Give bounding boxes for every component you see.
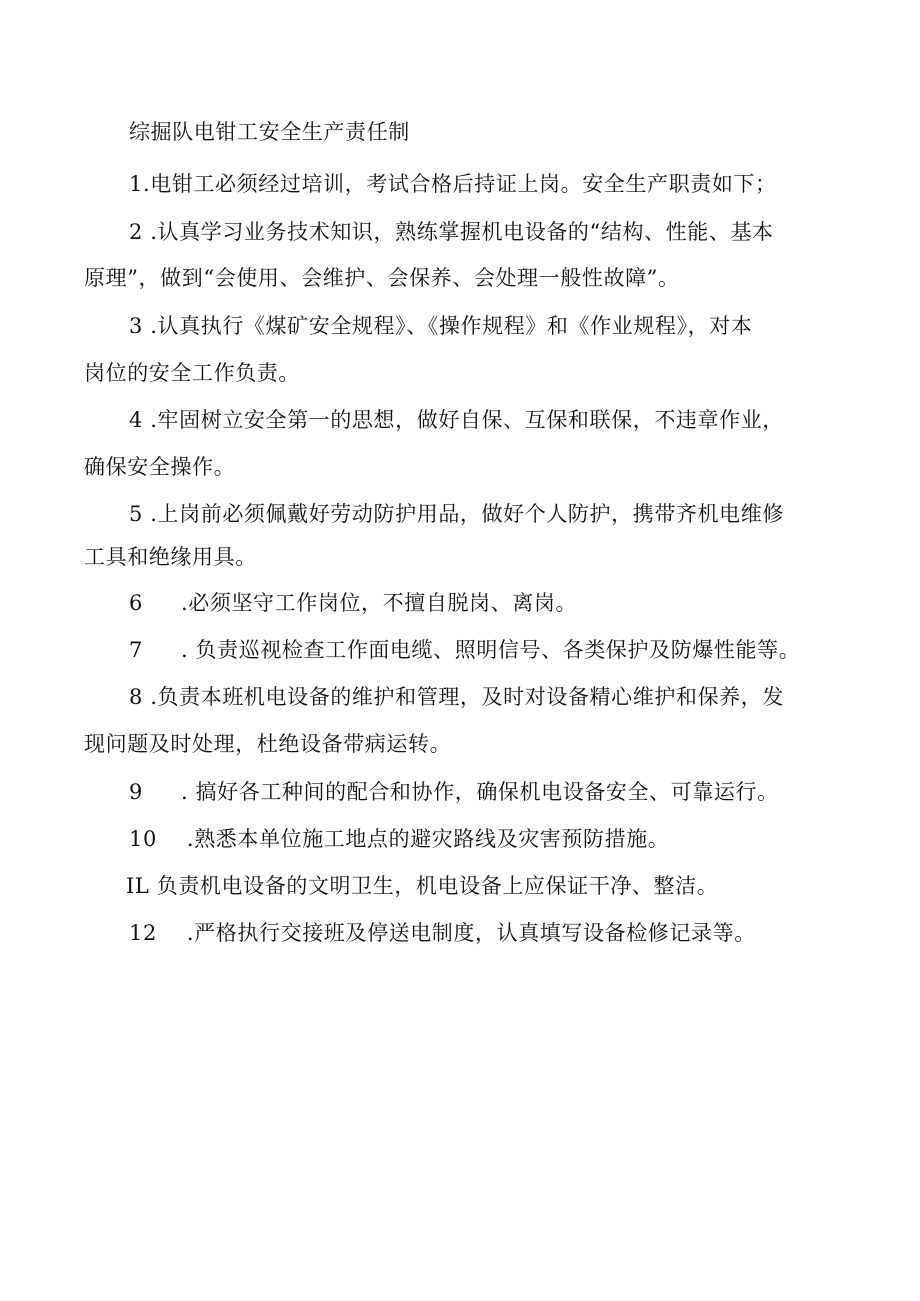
item-11 (126, 872, 718, 900)
item-text: 工具和绝缘用具。 (84, 545, 257, 569)
item-2 (129, 218, 774, 246)
item-number: 8 (129, 685, 143, 709)
item-text: .认真执行《煤矿安全规程》、《操作规程》和《作业规程》，对本 (150, 314, 753, 338)
item-9 (129, 778, 779, 806)
item-text: 现问题及时处理，杜绝设备带病运转。 (84, 732, 452, 756)
item-7 (129, 636, 800, 664)
item-4 (129, 406, 784, 434)
item-number: 1. (129, 172, 151, 196)
item-5 (129, 500, 784, 528)
item-text: .牢固树立安全第一的思想，做好自保、互保和联保，不违章作业， (150, 408, 784, 432)
item-text: .严格执行交接班及停送电制度，认真填写设备检修记录等。 (186, 921, 756, 945)
item-number: 3 (129, 314, 143, 338)
item-number: 6 (129, 591, 143, 615)
item-text: . 负责巡视检查工作面电缆、照明信号、各类保护及防爆性能等。 (180, 638, 801, 662)
item-12 (129, 919, 756, 947)
item-text: .负责本班机电设备的维护和管理，及时对设备精心维护和保养，发 (150, 685, 784, 709)
item-text: 确保安全操作。 (84, 455, 236, 479)
item-1 (129, 170, 777, 198)
item-2-continuation (84, 264, 680, 292)
item-3-continuation (84, 359, 300, 387)
item-6 (129, 589, 577, 617)
item-text: 负责机电设备的文明卫生，机电设备上应保证干净、整洁。 (156, 874, 719, 898)
item-number: 5 (129, 502, 143, 526)
item-text: .熟悉本单位施工地点的避灾路线及灾害预防措施。 (186, 827, 670, 851)
item-8-continuation (84, 730, 451, 758)
item-4-continuation (84, 453, 235, 481)
item-8 (129, 683, 784, 711)
item-number: 10 (129, 827, 157, 851)
item-number: IL (126, 874, 150, 898)
document-title (129, 118, 410, 146)
item-10 (129, 825, 669, 853)
item-number: 9 (129, 780, 143, 804)
item-5-continuation (84, 543, 257, 571)
item-text: 岗位的安全工作负责。 (84, 361, 300, 385)
item-number: 7 (129, 638, 143, 662)
item-text: .上岗前必须佩戴好劳动防护用品，做好个人防护，携带齐机电维修 (150, 502, 784, 526)
item-text: . 搞好各工种间的配合和协作，确保机电设备安全、可靠运行。 (180, 780, 779, 804)
item-text: .认真学习业务技术知识，熟练掌握机电设备的“结构、性能、基本 (150, 220, 774, 244)
item-3 (129, 312, 752, 340)
document-title-text: 综掘队电钳工安全生产责任制 (129, 120, 410, 144)
item-text: 电钳工必须经过培训，考试合格后持证上岗。安全生产职责如下； (150, 172, 777, 196)
item-text: .必须坚守工作岗位，不擅自脱岗、离岗。 (180, 591, 578, 615)
item-number: 12 (129, 921, 157, 945)
item-number: 2 (129, 220, 143, 244)
item-text: 原理”，做到“会使用、会维护、会保养、会处理一般性故障”。 (84, 266, 680, 290)
item-number: 4 (129, 408, 143, 432)
